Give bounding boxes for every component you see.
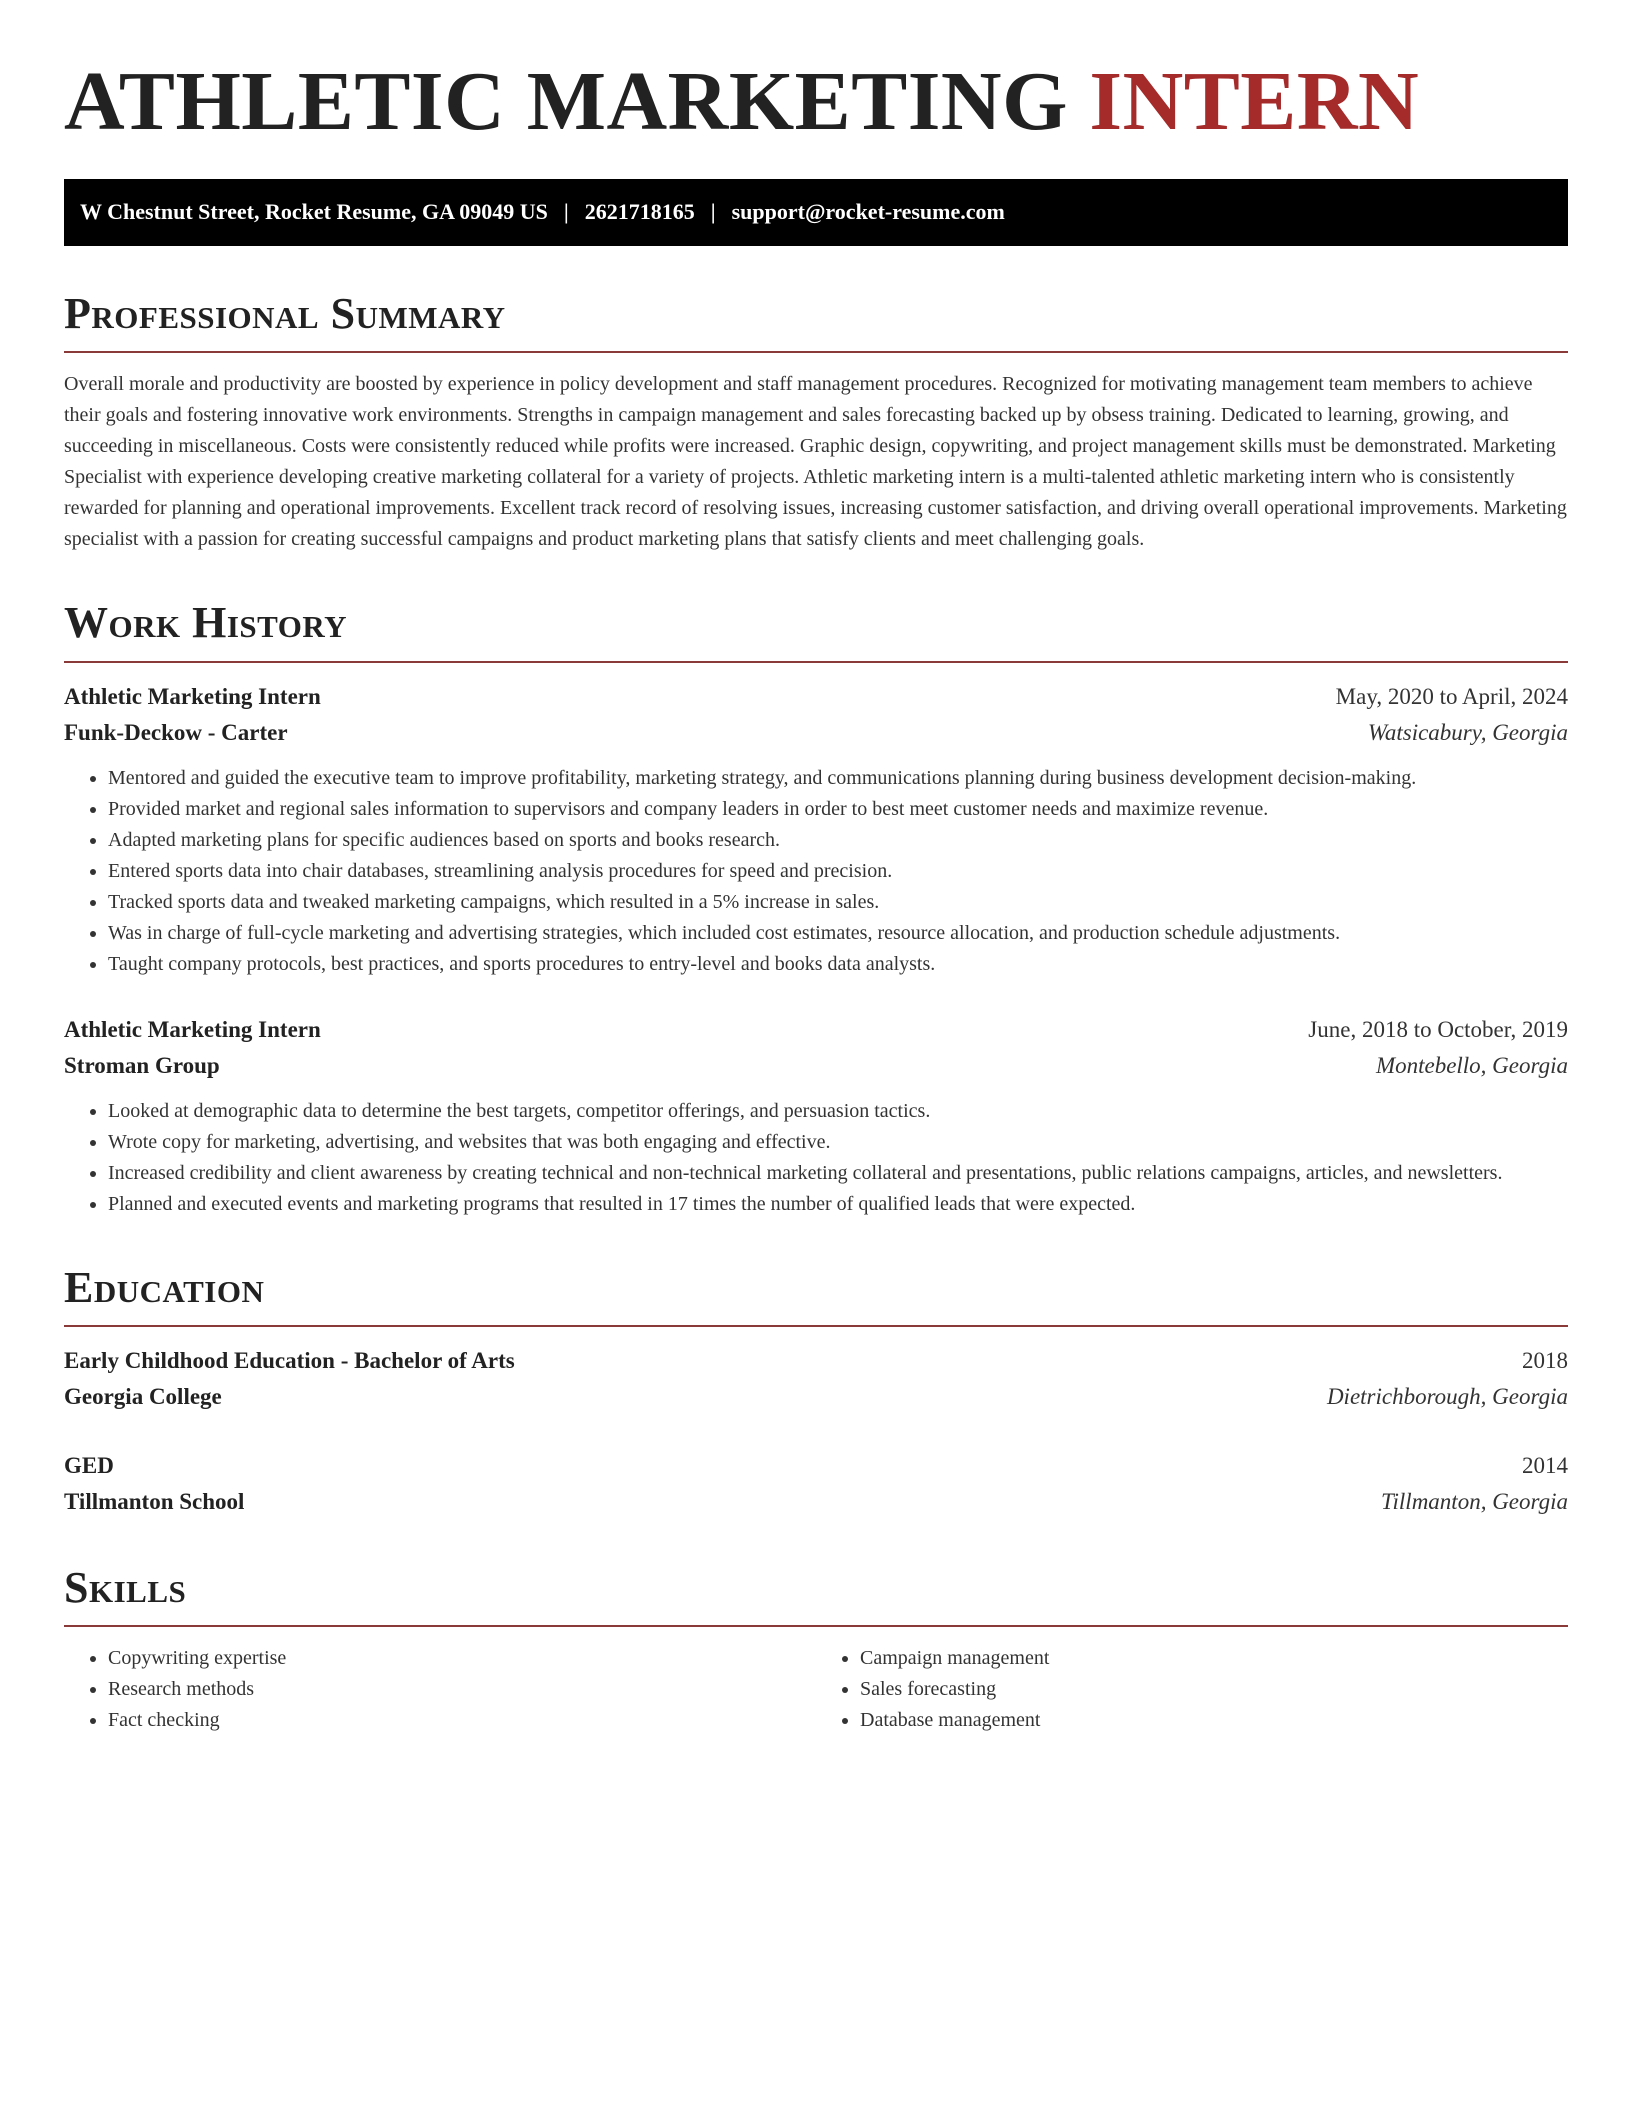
name-main: ATHLETIC MARKETING bbox=[64, 55, 1068, 148]
job-bullet: • Wrote copy for marketing, advertising, and websites that was both engaging and effective. bbox=[108, 1127, 1568, 1158]
job-bullet: • Planned and executed events and marketing programs that resulted in 17 times the number of qualified leads that were expected. bbox=[108, 1189, 1568, 1220]
job-bullet: • Mentored and guided the executive team to improve profitability, marketing strategy, and communications planning during business development decision-making. bbox=[108, 763, 1568, 794]
education-year: 2018 bbox=[1522, 1347, 1568, 1373]
job-header-row bbox=[64, 1012, 1568, 1048]
job-bullet: • Was in charge of full-cycle marketing and advertising strategies, which included cost estimates, resource allocation, and production schedule adjustments. bbox=[108, 918, 1568, 949]
contact-email: support@rocket-resume.com bbox=[731, 199, 1005, 225]
job-location: Montebello, Georgia bbox=[1375, 1052, 1568, 1078]
job-bullet: • Entered sports data into chair databases, streamlining analysis procedures for speed and precision. bbox=[108, 856, 1568, 887]
job-company: Stroman Group bbox=[64, 1052, 220, 1078]
skill-item: • Copywriting expertise bbox=[108, 1643, 816, 1674]
job-dates: May, 2020 to April, 2024 bbox=[1335, 683, 1568, 709]
job-bullet: • Looked at demographic data to determine the best targets, competitor offerings, and persuasion tactics. bbox=[108, 1096, 1568, 1127]
job-company: Funk-Deckow - Carter bbox=[64, 719, 288, 745]
education-school-row bbox=[64, 1484, 1568, 1520]
section-title-work-history: Work History bbox=[64, 598, 348, 648]
resume-name-heading bbox=[64, 52, 1568, 153]
skill-item: • Database management bbox=[860, 1705, 1568, 1736]
education-location: Tillmanton, Georgia bbox=[1381, 1488, 1568, 1514]
contact-separator: | bbox=[563, 199, 569, 225]
skill-item: • Fact checking bbox=[108, 1705, 816, 1736]
education-year: 2014 bbox=[1522, 1452, 1568, 1478]
job-entry bbox=[64, 1012, 1568, 1220]
education-location: Dietrichborough, Georgia bbox=[1326, 1383, 1568, 1409]
education-school: Tillmanton School bbox=[64, 1488, 245, 1514]
education-header-row bbox=[64, 1448, 1568, 1484]
job-bullet: • Increased credibility and client awareness by creating technical and non-technical marketing collateral and presentations, public relations campaigns, articles, and newsletters. bbox=[108, 1158, 1568, 1189]
section-title-summary: Professional Summary bbox=[64, 288, 506, 338]
education-entry bbox=[64, 1343, 1568, 1415]
name-accent: INTERN bbox=[1089, 55, 1420, 148]
job-entry bbox=[64, 679, 1568, 980]
section-title-skills: Skills bbox=[64, 1562, 187, 1612]
job-role: Athletic Marketing Intern bbox=[64, 683, 321, 709]
contact-phone: 2621718165 bbox=[584, 199, 695, 225]
skills-column-left bbox=[64, 1643, 816, 1736]
skill-item: • Research methods bbox=[108, 1674, 816, 1705]
education-school: Georgia College bbox=[64, 1383, 222, 1409]
education-school-row bbox=[64, 1379, 1568, 1415]
contact-address: W Chestnut Street, Rocket Resume, GA 09049 US bbox=[80, 199, 548, 225]
job-company-row bbox=[64, 715, 1568, 751]
section-divider bbox=[64, 1625, 1568, 1627]
job-header-row bbox=[64, 679, 1568, 715]
job-bullet: • Adapted marketing plans for specific audiences based on sports and books research. bbox=[108, 825, 1568, 856]
section-divider bbox=[64, 1325, 1568, 1327]
contact-bar bbox=[64, 179, 1568, 246]
job-bullet: • Taught company protocols, best practices, and sports procedures to entry-level and books data analysts. bbox=[108, 949, 1568, 980]
job-role: Athletic Marketing Intern bbox=[64, 1016, 321, 1042]
skill-item: • Campaign management bbox=[860, 1643, 1568, 1674]
job-location: Watsicabury, Georgia bbox=[1367, 719, 1568, 745]
work-history-section bbox=[64, 599, 1568, 1219]
contact-separator: | bbox=[710, 199, 716, 225]
job-company-row bbox=[64, 1048, 1568, 1084]
skills-grid bbox=[64, 1643, 1568, 1736]
education-entry bbox=[64, 1448, 1568, 1520]
skills-section bbox=[64, 1564, 1568, 1736]
skills-column-right bbox=[816, 1643, 1568, 1736]
section-divider bbox=[64, 351, 1568, 353]
section-divider bbox=[64, 661, 1568, 663]
education-degree: GED bbox=[64, 1452, 114, 1478]
skill-item: • Sales forecasting bbox=[860, 1674, 1568, 1705]
job-bullet: • Tracked sports data and tweaked marketing campaigns, which resulted in a 5% increase in sales. bbox=[108, 887, 1568, 918]
education-section bbox=[64, 1264, 1568, 1520]
job-bullet-list bbox=[64, 1096, 1568, 1220]
summary-text: Overall morale and productivity are boosted by experience in policy development and staff management procedures. Recognized for motivating management team members to achieve their goals and fostering innovative work environments. Strengths in campaign management and sales forecasting backed up by obsess training. Dedicated to learning, growing, and succeeding in miscellaneous. Costs were consistently reduced while profits were increased. Graphic design, copywriting, and project management skills must be demonstrated. Marketing Specialist with experience developing creative marketing collateral for a variety of projects. Athletic marketing intern is a multi-talented athletic marketing intern who is consistently rewarded for planning and operational improvements. Excellent track record of resolving issues, increasing customer satisfaction, and driving overall operational improvements. Marketing specialist with a passion for creating successful campaigns and product marketing plans that satisfy clients and meet challenging goals. bbox=[64, 373, 1567, 551]
education-header-row bbox=[64, 1343, 1568, 1379]
job-bullet: • Provided market and regional sales information to supervisors and company leaders in order to best meet customer needs and maximize revenue. bbox=[108, 794, 1568, 825]
job-bullet-list bbox=[64, 763, 1568, 980]
job-dates: June, 2018 to October, 2019 bbox=[1308, 1016, 1568, 1042]
section-title-education: Education bbox=[64, 1262, 265, 1312]
summary-section bbox=[64, 290, 1568, 555]
education-degree: Early Childhood Education - Bachelor of Arts bbox=[64, 1347, 515, 1373]
